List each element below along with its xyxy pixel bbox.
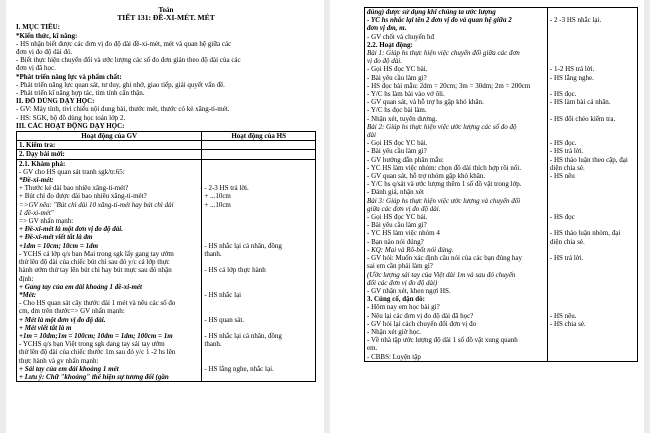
cell-line: - Gọi HS đọc YC bài. [367, 139, 428, 148]
cell-line: - HS đọc. [549, 139, 577, 148]
cell-line: - Về nhà tập ước lượng độ dài 1 số đồ vật xung quanh [367, 336, 518, 345]
cell-line [550, 8, 635, 16]
student-activity-cell [202, 150, 316, 159]
cell-line: - HS đọc [549, 213, 575, 222]
table-row [17, 159, 316, 381]
section-line: - Phát triển kĩ năng hợp tác, tìm tính cẩn thận. [16, 89, 145, 98]
cell-line: vị đo độ dài. [367, 57, 402, 66]
section-line: I. MỤC TIÊU: [16, 23, 61, 32]
cell-line [550, 188, 635, 196]
cell-line [550, 205, 635, 213]
cell-line: - HS quan sát. [204, 315, 245, 324]
cell-line [204, 348, 313, 356]
cell-line: - 2 -3 HS nhắc lại. [549, 16, 602, 25]
cell-line: - Gọi HS đọc YC bài. [367, 65, 428, 74]
cell-line: + Sải tay của em dài khoảng 1 mét [19, 364, 119, 373]
teacher-activity-cell [365, 8, 548, 362]
cell-line [550, 41, 635, 49]
cell-line [550, 246, 635, 254]
section-line: - Biết thực hiện chuyển đổi và ước lượng các số đo đơn giản theo độ dài của các [16, 56, 241, 65]
student-activity-cell [547, 8, 637, 362]
cell-line: - YC HS làm việc nhóm: chọn đồ dài thích hợp rồi nối. [367, 163, 522, 172]
section-line: - Phát triển năng lực quan sát, tư duy, ghi nhớ, giao tiếp, giải quyết vấn đề. [16, 80, 225, 89]
cell-line: cm, dm trên thước=> GV nhấn mạnh: [19, 307, 125, 316]
cell-line: - GV cho HS quan sát tranh sgk/tr.65: [19, 167, 125, 176]
section-line: *Kiến thức, kĩ năng: [16, 31, 78, 40]
cell-line: + ...10cm [204, 200, 231, 209]
cell-line [204, 258, 313, 266]
table-row [17, 141, 316, 150]
cell-line: - Bài yêu cầu làm gì? [367, 221, 427, 230]
cell-line: - HS chia sẻ. [549, 319, 586, 328]
student-activity-cell [202, 159, 316, 381]
cell-line: - GV nhận xét, khen ngợi HS. [367, 286, 451, 295]
cell-line: 2.1. Khám phá: [19, 159, 66, 168]
column-header-student: Hoạt động của HS [202, 132, 316, 141]
cell-line [550, 197, 635, 205]
cell-line: đơn vị dm, m. [367, 24, 407, 33]
cell-line: - GV quan sát, hỗ trợ nhóm gặp khó khăn. [367, 172, 486, 181]
document-page-left [6, 0, 324, 433]
section-line: - HS: SGK, bộ đồ dùng học toán lớp 2. [16, 113, 126, 122]
teacher-activity-cell [17, 150, 202, 159]
cell-line: - Hôm nay em học bài gì? [367, 303, 440, 312]
teacher-activity-cell [17, 141, 202, 150]
cell-line: - HS lắng nghe, nhắc lại. [204, 364, 274, 373]
table-row [17, 150, 316, 159]
cell-line: - HS thảo luận nhóm, đại [549, 229, 621, 238]
cell-line [204, 209, 313, 217]
cell-line: + Lưu ý: Chữ "khoảng" thể hiện sự tương đối (gần [19, 372, 169, 381]
cell-line: thử lên độ dài của chiếc thước 1m sau đó y/c 1 -2 hs lên [19, 348, 176, 357]
cell-line: hành ướm thử tay lên bút chì hay bút mực sau đó nhận [19, 266, 172, 275]
cell-line: - Gọi HS đọc YC bài. [367, 213, 428, 222]
cell-line: - HS nêu [549, 172, 575, 181]
cell-line [550, 24, 635, 32]
table-row [365, 8, 638, 362]
cell-line: 2. Dạy bài mới: [19, 150, 65, 159]
cell-line [204, 324, 313, 332]
cell-line: dài [367, 131, 376, 140]
cell-line: + ...10cm [204, 192, 231, 201]
cell-line: thực hành và gv nhấn mạnh: [19, 356, 99, 365]
cell-line: - HS cả lớp thực hành [204, 266, 266, 275]
cell-line [204, 299, 313, 307]
cell-line [550, 82, 635, 90]
cell-line [550, 131, 635, 139]
cell-line: + Đề-xi-mét là một đơn vị đo độ dài. [19, 225, 123, 234]
cell-line: - HS nhắc lại cá nhân, đồng [204, 241, 282, 250]
cell-line: - GV hỏi lại cách chuyển đổi đơn vị đo [367, 319, 477, 328]
cell-line: diện chia sẻ. [549, 237, 585, 246]
cell-line: 1. Kiểm tra: [19, 141, 56, 150]
cell-line [550, 106, 635, 114]
cell-line: - GV quan sát, và hỗ trợ hs gặp khó khăn. [367, 98, 484, 107]
section-line: *Phát triển năng lực và phẩm chất: [16, 72, 122, 81]
cell-line [550, 295, 635, 303]
cell-line [550, 180, 635, 188]
cell-line: - YC HS làm việc nhóm 4 [367, 229, 440, 238]
cell-line: *Đề-xi-mét: [19, 176, 54, 185]
cell-line: Bài 2: Giúp hs thực hiện việc ước lượng các số đo độ [367, 122, 517, 131]
cell-line [204, 217, 313, 225]
cell-line: định: [19, 274, 34, 283]
cell-line [550, 123, 635, 131]
cell-line: + Gang tay của em dài khoảng 1 đề-xi-mét [19, 282, 142, 291]
cell-line: - HS làm bài cá nhân. [549, 98, 611, 107]
cell-line [550, 33, 635, 41]
cell-line: - YC hs nhắc lại tên 2 đơn vị đo và quan hệ giữa 2 [367, 16, 512, 25]
cell-line [550, 57, 635, 65]
cell-line: - Bài yêu cầu làm gì? [367, 147, 427, 156]
teacher-activity-cell [17, 159, 202, 381]
cell-line: - Bạn nào nói đúng? [367, 237, 424, 246]
lesson-sections [16, 23, 316, 130]
cell-line [550, 271, 635, 279]
cell-line [204, 307, 313, 315]
cell-line: - Nhận xét giờ học. [367, 327, 422, 336]
cell-line: - Y/C hs q/sát và ước lượng thêm 1 số đồ vật trong lớp. [367, 180, 522, 189]
cell-line: => GV nhấn mạnh: [19, 217, 74, 226]
cell-line: 2.2. Hoạt động: [367, 40, 413, 49]
cell-line [204, 160, 313, 168]
activity-table-right [364, 7, 638, 362]
cell-line: - Nêu lại các đơn vị đo độ dài đã học? [367, 311, 474, 320]
lesson-title: TIẾT 131: ĐỀ-XI-MÉT. MÉT [117, 13, 215, 23]
cell-line [550, 262, 635, 270]
cell-line: - Y/C hs làm bài vào vở ôli. [367, 90, 445, 99]
cell-line: - HS trả lời. [549, 254, 584, 263]
cell-line: thử lên độ dài của chiếc bút chì sau đó y/c cả lớp thực [19, 258, 170, 267]
section-line: - HS nhận biết được các đơn vị đo độ dài đề-xi-mét, mét và quan hệ giữa các [16, 39, 232, 48]
cell-line: 3. Củng cố, dặn dò: [367, 295, 425, 304]
cell-line: thanh. [204, 249, 222, 258]
cell-line [550, 303, 635, 311]
cell-line: +1m = 10dm;1m = 100cm; 10dm = 1dm; 100cm = 1m [19, 331, 173, 340]
cell-line: - HS đọc bài mẫu: 2dm = 20cm; 3m = 30dm; 2m = 200cm [367, 81, 531, 90]
cell-line: +1dm = 10cm; 10cm = 1dm [19, 241, 99, 250]
cell-line: - Bài yêu cầu làm gì? [367, 73, 427, 82]
cell-line: - HS trả lời. [549, 147, 584, 156]
cell-line [204, 275, 313, 283]
student-activity-cell [202, 141, 316, 150]
cell-line: + Đề-xi-mét viết tắt là dm [19, 233, 93, 242]
cell-line: em. [367, 344, 378, 353]
cell-line: - Đánh giá, nhận xét [367, 188, 424, 197]
cell-line: giữa các đơn vị đo độ dài. [367, 204, 441, 213]
cell-line: Bài 1: Giúp hs thực hiện việc chuyển đổi giữa các đơn [367, 49, 520, 58]
cell-line: - KQ: Mai và Rô-bốt nói đúng. [367, 245, 454, 254]
activity-table-left [16, 131, 316, 382]
cell-line: - HS đọc. [549, 90, 577, 99]
cell-line: - YCHS cả lớp q/s ban Mai trong sgk lấy gang tay ướm [19, 249, 174, 258]
cell-line: đúng) được sử dụng khi chúng ta ước lượng [367, 8, 496, 16]
cell-line [204, 283, 313, 291]
subject-heading: Toán [158, 6, 174, 14]
section-line: đơn vị đã học. [16, 64, 56, 73]
cell-line: - HS thảo luận theo cặp, đại [549, 155, 628, 164]
cell-line [550, 287, 635, 295]
cell-line [550, 49, 635, 57]
cell-line: (Ước lượng sải tay của Việt dài 1m và sau đó chuyển [367, 270, 516, 279]
cell-line: - Y/C hs đọc bài làm. [367, 106, 427, 115]
cell-line: + Thước kẻ dài bao nhiêu xăng-ti-mét? [19, 184, 129, 193]
cell-line: - GV hướng dẫn phân mẫu: [367, 155, 444, 164]
document-page-right [330, 0, 644, 433]
cell-line: - HS đổi chéo kiểm tra. [549, 114, 616, 123]
cell-line: - Cho HS quan sát cây thước dài 1 mét và nêu các số đo [19, 299, 176, 308]
cell-line: - HS nêu. [549, 311, 577, 320]
cell-line: - YCHS q/s bạn Việt trong sgk dang tay sải tay ướm [19, 340, 165, 349]
cell-line: - CBBS: Luyện tập [367, 352, 421, 361]
cell-line: - HS lắng nghe. [549, 73, 594, 82]
cell-line: + Mét viết tắt là m [19, 323, 72, 332]
section-line: đơn vị đo độ dài đó. [16, 48, 73, 57]
cell-line [204, 233, 313, 241]
cell-line: =>GV nêu: "Bút chì dài 10 xăng-ti-mét hay bút chì dài [19, 200, 174, 209]
section-line: II. ĐỒ DÙNG DẠY HỌC: [16, 97, 95, 106]
cell-line: + Bút chì đo được dài bao nhiêu xăng-ti-mét? [19, 192, 147, 201]
cell-line [204, 176, 313, 184]
cell-line: diện chia sẻ. [549, 163, 585, 172]
cell-line: sai em cần phải làm gì? [367, 262, 433, 271]
column-header-teacher: Hoạt động của GV [17, 132, 202, 141]
cell-line: - GV chốt và chuyển hđ [367, 32, 434, 41]
cell-line: Bài 3: Giúp hs thực hiện việc ước lượng và chuyển đổi [367, 196, 521, 205]
cell-line: - GV hỏi: Muốn xác định câu nói của các bạn đúng hay [367, 254, 522, 263]
cell-line: - HS nhắc lại [204, 290, 242, 299]
cell-line: - 1-2 HS trả lời. [549, 65, 595, 74]
cell-line: - 2-3 HS trả lời. [204, 184, 249, 193]
section-line: - GV: Máy tính, tivi chiếu nội dung bài, thước mét, thước có kẻ xăng-ti-mét. [16, 105, 230, 114]
cell-line: - Nhận xét, tuyên dương. [367, 114, 438, 123]
cell-line: thanh. [204, 340, 222, 349]
cell-line [204, 225, 313, 233]
cell-line: đổi các đơn vị đo độ dài) [367, 278, 438, 287]
cell-line: + Mét là một đơn vị đo độ dài. [19, 315, 106, 324]
cell-line: *Mét: [19, 290, 37, 299]
cell-line [204, 357, 313, 365]
cell-line: 1 đề-xi-mét" [19, 208, 54, 217]
cell-line [550, 221, 635, 229]
section-line: III. CÁC HOẠT ĐỘNG DẠY HỌC: [16, 121, 125, 130]
cell-line: - HS nhắc lại cá nhân, đồng [204, 331, 282, 340]
cell-line [550, 279, 635, 287]
cell-line [204, 168, 313, 176]
